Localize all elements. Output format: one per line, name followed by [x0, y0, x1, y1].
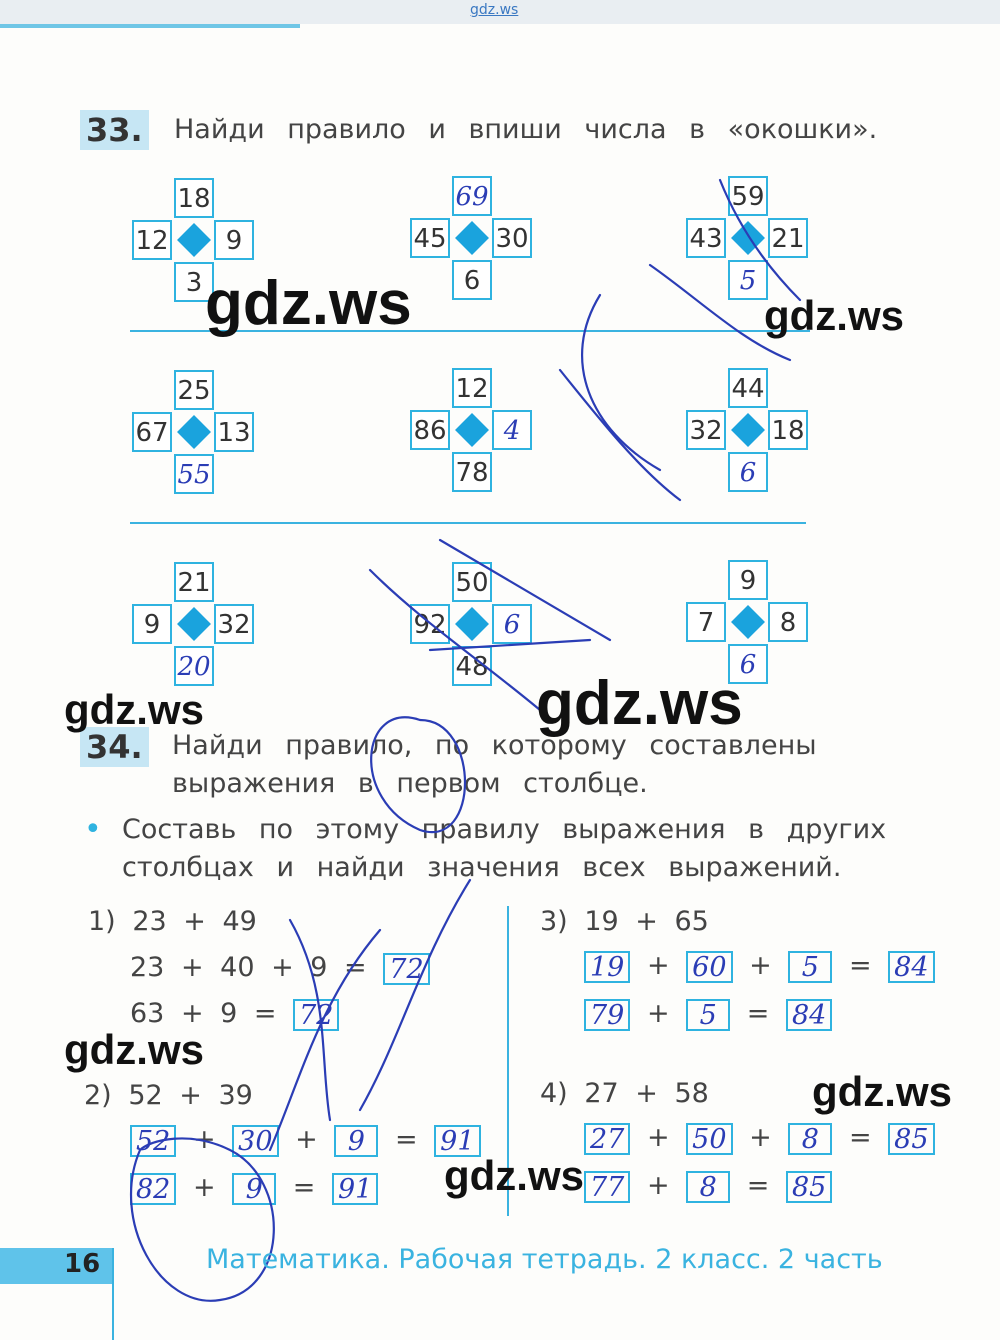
problem-2: 2) 52 + 39: [84, 1080, 253, 1111]
scribble-stroke: [440, 540, 610, 640]
answer-box[interactable]: 5: [788, 951, 832, 983]
exercise-34-subtask-line2: столбцах и найди значения всех выражений.: [122, 852, 842, 883]
footer-margin-line: [112, 1248, 114, 1340]
problem-3: 3) 19 + 65: [540, 906, 709, 937]
puzzle-cell-top: 12: [452, 368, 492, 408]
puzzle-cell-top: 25: [174, 370, 214, 410]
answer-box[interactable]: 85: [786, 1171, 832, 1203]
puzzle-cell-left: 43: [686, 218, 726, 258]
answer-box[interactable]: 82: [130, 1173, 176, 1205]
puzzle-cell-top: 18: [174, 178, 214, 218]
puzzle-cell-right: 13: [214, 412, 254, 452]
puzzle-cell-bottom: 78: [452, 452, 492, 492]
puzzle-cell-right[interactable]: 6: [492, 604, 532, 644]
puzzle-cell-right: 32: [214, 604, 254, 644]
puzzle-cell-right: 8: [768, 602, 808, 642]
puzzle-cell-left: 32: [686, 410, 726, 450]
puzzle-cell-bottom: 3: [174, 262, 214, 302]
answer-box[interactable]: 84: [786, 999, 832, 1031]
scribble-stroke: [720, 180, 800, 300]
puzzle-cell-left: 92: [410, 604, 450, 644]
puzzle-cell-left: 12: [132, 220, 172, 260]
answer-box[interactable]: 72: [293, 999, 339, 1031]
problem-4-row1: 27 + 50 + 8 = 85: [584, 1122, 935, 1155]
puzzle-cell-top: 59: [728, 176, 768, 216]
puzzle-cell-top: 9: [728, 560, 768, 600]
answer-box[interactable]: 91: [332, 1173, 378, 1205]
watermark: gdz.ws: [812, 1068, 953, 1115]
problem-1-line2: 23 + 40 + 9 = 72: [130, 952, 430, 985]
puzzle-cell-right: 9: [214, 220, 254, 260]
answer-box[interactable]: 8: [686, 1171, 730, 1203]
answer-box[interactable]: 50: [686, 1123, 732, 1155]
problem-1: 1) 23 + 49: [88, 906, 257, 937]
exercise-34-task-line2: выражения в первом столбце.: [172, 768, 648, 799]
scribble-stroke: [270, 930, 380, 1150]
problem-3-row1: 19 + 60 + 5 = 84: [584, 950, 935, 983]
problem-1-line3: 63 + 9 = 72: [130, 998, 339, 1031]
exercise-34-task-line1: Найди правило, по которому составлены: [172, 730, 817, 761]
answer-box[interactable]: 91: [434, 1125, 480, 1157]
watermark: gdz.ws: [536, 669, 743, 738]
puzzle-cell-right: 30: [492, 218, 532, 258]
bullet-icon: •: [84, 812, 102, 847]
scribble-stroke: [560, 370, 680, 500]
watermark: gdz.ws: [64, 1026, 205, 1073]
puzzle-cell-top: 50: [452, 562, 492, 602]
problem-4-row2: 77 + 8 = 85: [584, 1170, 832, 1203]
scribble-stroke: [370, 570, 540, 710]
answer-box[interactable]: 9: [232, 1173, 276, 1205]
exercise-33-number: 33.: [80, 110, 149, 150]
answer-box[interactable]: 77: [584, 1171, 630, 1203]
puzzle-cell-bottom[interactable]: 20: [174, 646, 214, 686]
scribble-stroke: [360, 880, 470, 1110]
problem-3-row2: 79 + 5 = 84: [584, 998, 832, 1031]
site-tag-link[interactable]: gdz.ws: [470, 2, 519, 18]
watermark: gdz.ws: [64, 686, 205, 733]
answer-box[interactable]: 5: [686, 999, 730, 1031]
watermark: gdz.ws: [444, 1152, 585, 1199]
puzzle-cell-left: 45: [410, 218, 450, 258]
puzzle-cell-bottom[interactable]: 5: [728, 260, 768, 300]
puzzle-cell-bottom[interactable]: 6: [728, 644, 768, 684]
scribble-stroke: [371, 717, 465, 832]
scribble-stroke: [131, 1138, 274, 1300]
answer-box[interactable]: 52: [130, 1125, 176, 1157]
answer-box[interactable]: 19: [584, 951, 630, 983]
puzzle-cell-right: 21: [768, 218, 808, 258]
puzzle-cell-right: 18: [768, 410, 808, 450]
puzzle-cell-bottom: 6: [452, 260, 492, 300]
puzzle-cell-left: 9: [132, 604, 172, 644]
book-title: Математика. Рабочая тетрадь. 2 класс. 2 часть: [206, 1244, 883, 1275]
puzzle-cell-top: 44: [728, 368, 768, 408]
watermark: gdz.ws: [205, 269, 412, 338]
puzzle-cell-right[interactable]: 4: [492, 410, 532, 450]
puzzle-cell-bottom[interactable]: 55: [174, 454, 214, 494]
problem-2-row2: 82 + 9 = 91: [130, 1172, 378, 1205]
answer-box[interactable]: 79: [584, 999, 630, 1031]
exercise-33-task: Найди правило и впиши числа в «окошки».: [174, 114, 878, 145]
answer-box[interactable]: 84: [888, 951, 934, 983]
answer-box[interactable]: 8: [788, 1123, 832, 1155]
watermark: gdz.ws: [764, 292, 905, 339]
puzzle-cell-bottom: 48: [452, 646, 492, 686]
answer-box[interactable]: 85: [888, 1123, 934, 1155]
exercise-34-number: 34.: [80, 727, 149, 767]
exercise-34-subtask-line1: Составь по этому правилу выражения в других: [122, 814, 887, 845]
answer-box[interactable]: 60: [686, 951, 732, 983]
problem-4: 4) 27 + 58: [540, 1078, 709, 1109]
puzzle-cell-top: 21: [174, 562, 214, 602]
answer-box[interactable]: 30: [232, 1125, 278, 1157]
puzzle-cell-left: 67: [132, 412, 172, 452]
answer-box[interactable]: 72: [383, 953, 429, 985]
puzzle-cell-left: 7: [686, 602, 726, 642]
answer-box[interactable]: 27: [584, 1123, 630, 1155]
puzzle-cell-left: 86: [410, 410, 450, 450]
page-number: 16: [64, 1249, 101, 1279]
problem-2-row1: 52 + 30 + 9 = 91: [130, 1124, 481, 1157]
puzzle-cell-bottom[interactable]: 6: [728, 452, 768, 492]
puzzle-cell-top[interactable]: 69: [452, 176, 492, 216]
answer-box[interactable]: 9: [334, 1125, 378, 1157]
